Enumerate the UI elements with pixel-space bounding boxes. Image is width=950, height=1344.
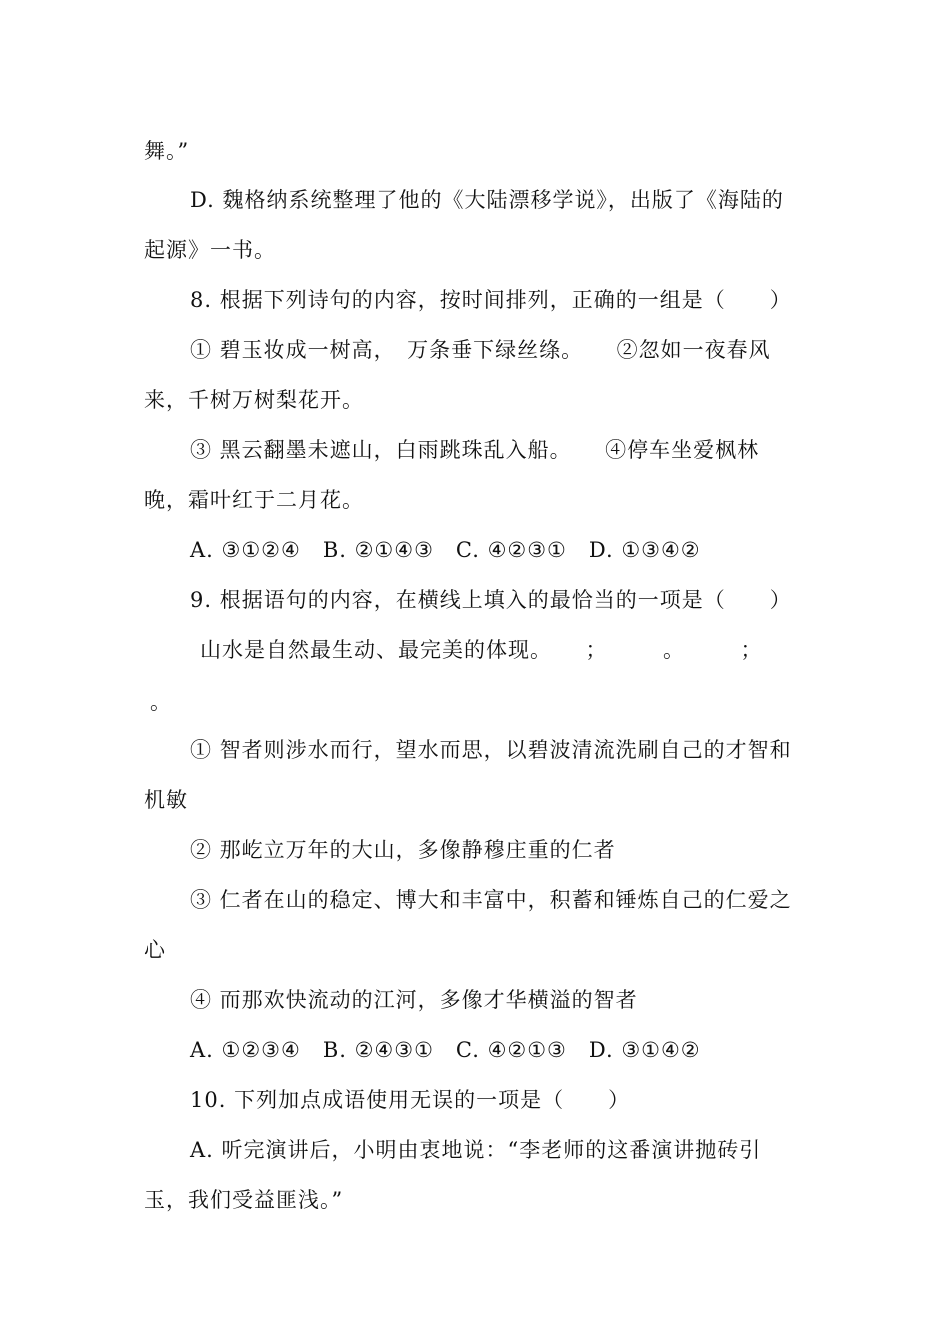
question-8-poem-3-4-line-2: 晚，霜叶红于二月花。 bbox=[144, 488, 364, 512]
question-10-option-a-line-1: A. 听完演讲后，小明由衷地说：“李老师的这番演讲抛砖引 bbox=[190, 1138, 762, 1162]
option-d-line-1: D. 魏格纳系统整理了他的《大陆漂移学说》，出版了《海陆的 bbox=[190, 188, 784, 212]
question-8-stem: 8. 根据下列诗句的内容，按时间排列，正确的一组是（ ） bbox=[190, 288, 792, 312]
question-9-item-1-line-2: 机敏 bbox=[144, 788, 188, 812]
question-9-sentence-line-2: 。 bbox=[150, 690, 172, 714]
text-line-continuation: 舞。” bbox=[144, 139, 190, 163]
question-9-item-3-line-1: ③ 仁者在山的稳定、博大和丰富中，积蓄和锤炼自己的仁爱之 bbox=[190, 888, 792, 912]
question-8-options: A. ③①②④ B. ②①④③ C. ④②③① D. ①③④② bbox=[190, 538, 701, 562]
question-9-item-4: ④ 而那欢快流动的江河，多像才华横溢的智者 bbox=[190, 988, 638, 1012]
question-9-item-1-line-1: ① 智者则涉水而行，望水而思，以碧波清流洗刷自己的才智和 bbox=[190, 738, 792, 762]
question-9-item-3-line-2: 心 bbox=[144, 938, 166, 962]
question-10-stem: 10. 下列加点成语使用无误的一项是（ ） bbox=[190, 1088, 631, 1112]
question-8-poem-1-2-line-1: ① 碧玉妆成一树高， 万条垂下绿丝绦。 ②忽如一夜春风 bbox=[190, 338, 771, 362]
question-8-poem-1-2-line-2: 来，千树万树梨花开。 bbox=[144, 388, 364, 412]
question-8-poem-3-4-line-1: ③ 黑云翻墨未遮山，白雨跳珠乱入船。 ④停车坐爱枫林 bbox=[190, 438, 760, 462]
question-9-stem: 9. 根据语句的内容，在横线上填入的最恰当的一项是（ ） bbox=[190, 588, 792, 612]
option-d-line-2: 起源》一书。 bbox=[144, 238, 276, 262]
question-9-options: A. ①②③④ B. ②④③① C. ④②①③ D. ③①④② bbox=[190, 1038, 701, 1062]
question-9-sentence-line-1: 山水是自然最生动、最完美的体现。 ； 。 ； bbox=[200, 638, 763, 662]
question-9-item-2: ② 那屹立万年的大山，多像静穆庄重的仁者 bbox=[190, 838, 616, 862]
question-10-option-a-line-2: 玉，我们受益匪浅。” bbox=[144, 1188, 344, 1212]
